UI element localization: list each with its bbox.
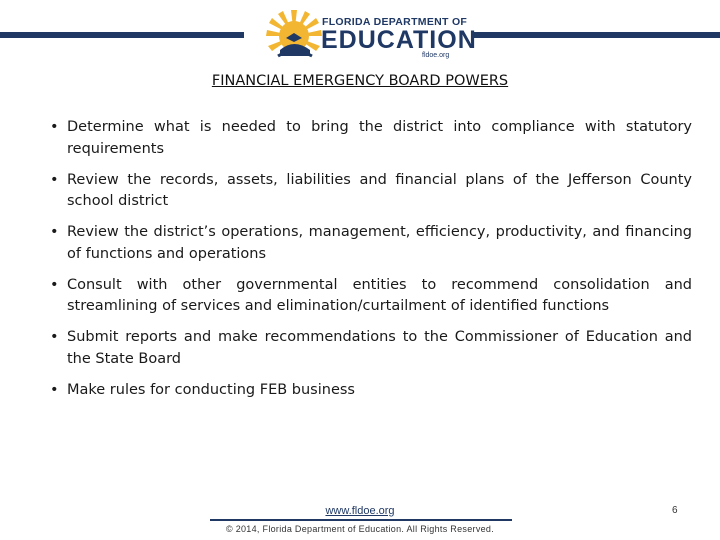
bullet-dot: •: [50, 119, 59, 135]
bullet-list: [50, 117, 692, 411]
logo-line-2: EDUCATION: [321, 26, 477, 54]
bullet-text: Make rules for conducting FEB business: [67, 381, 355, 398]
sunburst-icon: [264, 6, 324, 64]
bullet-text: Consult with other governmental entities to recommend consolidation and streamlining of services and elimination/curtailment of identified functions: [67, 276, 692, 314]
fldoe-logo: [264, 6, 477, 64]
logo-site: fldoe.org: [422, 52, 450, 59]
bullet-dot: •: [50, 171, 59, 188]
bullet-dot: •: [50, 381, 59, 398]
bullet-text: Review the district’s operations, management, efficiency, productivity, and financing of functions and operations: [67, 224, 692, 262]
bullet-item: [50, 117, 692, 160]
copyright-text: © 2014, Florida Department of Education. All Rights Reserved.: [225, 524, 495, 534]
bullet-item: [50, 222, 692, 265]
bullet-text: Determine what is needed to bring the district into compliance with statutory requirements: [67, 119, 692, 157]
footer-link[interactable]: www.fldoe.org: [325, 505, 395, 517]
page-title: FINANCIAL EMERGENCY BOARD POWERS: [211, 73, 509, 89]
bullet-item: [50, 170, 692, 213]
bullet-dot: •: [50, 224, 59, 240]
header-rule-left: [0, 32, 244, 38]
bullet-text: Review the records, assets, liabilities and financial plans of the Jefferson County school district: [67, 171, 692, 209]
bullet-item: [50, 327, 692, 370]
bullet-item: [50, 380, 692, 402]
bullet-item: [50, 275, 692, 318]
logo-line-1: FLORIDA DEPARTMENT OF: [322, 16, 468, 28]
footer-rule: [210, 519, 512, 521]
bullet-dot: •: [50, 329, 59, 345]
bullet-dot: •: [50, 276, 59, 293]
bullet-text: Submit reports and make recommendations to the Commissioner of Education and the State Board: [67, 329, 692, 367]
header-rule-right: [474, 32, 720, 38]
page-number: 6: [672, 505, 678, 516]
